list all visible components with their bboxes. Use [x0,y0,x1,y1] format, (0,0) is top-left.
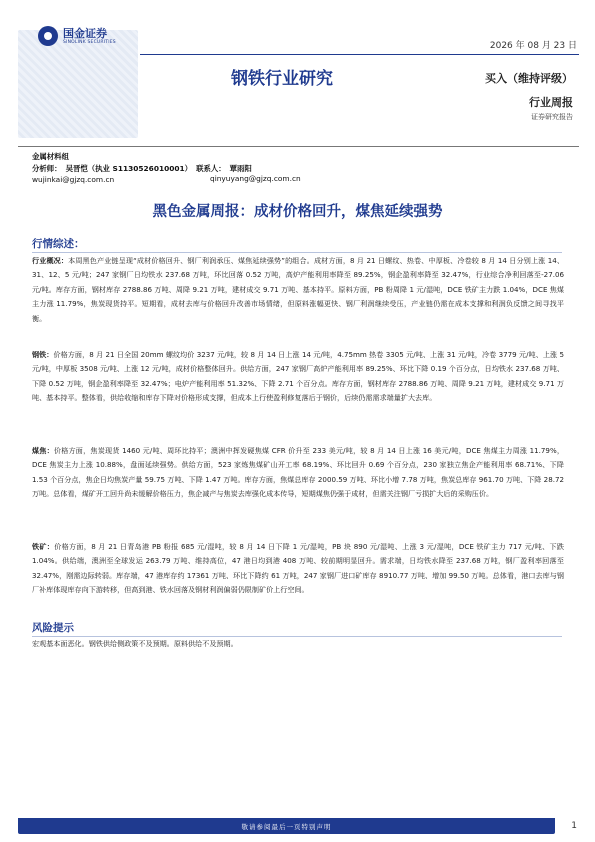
company-logo [38,26,116,46]
paragraph-lead: 铁矿： [32,542,55,551]
header-qr-code-background [18,26,138,138]
risk-section-title: 风险提示 [32,622,74,634]
paragraph-lead: 煤焦： [32,446,54,455]
section-divider [18,146,579,147]
paragraph-lead: 行业概况： [32,256,69,265]
report-date: 2026 年 08 月 23 日 [489,41,577,51]
paragraph-text: 本周黑色产业链呈现“成材价格回升、钢厂利润承压、煤焦延续强势”的组合。成材方面，8 月 21 日螺纹、热卷、中厚板、冷卷较 8 月 14 日分别上涨 14、31、12、5 元/吨；247 家钢厂日均铁水 237.68 万吨，环比回落 0.52 万吨，高炉产能利用率降至 89.25%，钢企盈利率降至 32.47%，行业综合净利回落至-27.06 元/吨。库存方面，钢材库存 2788.86 万吨、周降 9.21 万吨，建材成交 9.71 万吨、基本持平。原料方面，PB 粉周降 1 元/湿吨，DCE 铁矿主力跌 1.04%，DCE 焦煤主力涨 11.79%，焦炭现货持平。短期看，成材去库与价格回升改善市场情绪，但原料涨幅更快、钢厂利润继续受压，产业链仍需在成本支撑和利润负反馈之间寻找平衡。 [32,256,565,323]
report-type: 行业周报 [529,96,573,109]
industry-title: 钢铁行业研究 [231,69,333,89]
paragraph-lead: 钢铁： [32,350,54,359]
summary-section-title: 行情综述： [32,238,85,250]
analyst-name: 吴晋恺（执业 S1130526010001） [65,163,193,173]
risk-text: 宏观基本面恶化。钢铁供给侧政策不及预期。原料供给不及预期。 [32,639,238,648]
logo-english-name: SINOLINK SECURITIES [63,39,116,45]
contact-name: 覃雨阳 [229,163,252,173]
research-group: 金属材料组 [32,152,69,161]
paragraph-coal-coke [32,444,564,502]
page-number: 1 [571,821,577,831]
investment-rating: 买入（维持评级） [485,72,573,85]
analyst-label: 分析师： [32,163,62,173]
logo-mark-icon [38,26,58,46]
summary-section-rule [32,252,562,253]
paragraph-text: 价格方面，焦炭现货 1460 元/吨、周环比持平；澳洲中挥发硬焦煤 CFR 价升至 233 美元/吨，较 8 月 14 日上涨 16 美元/吨，DCE 焦煤主力周涨 11.79%，DCE 焦炭主力上涨 10.88%，盘面延续强势。供给方面，523 家炼焦煤矿山开工率 68.19%、环比回升 0.69 个百分点，230 家独立焦企产能利用率 68.71%、下降 1.53 个百分点，焦企日均焦炭产量 59.75 万吨、下降 1.47 万吨。库存方面，焦煤总库存 2000.59 万吨、环比小增 7.78 万吨，焦炭总库存 961.70 万吨、下降 28.72 万吨。总体看，煤矿开工回升尚未缓解价格压力，焦企减产与焦炭去库强化成本传导，短期煤焦仍强于成材，但需关注钢厂亏损扩大后的采购压价。 [32,446,564,499]
paragraph-steel [32,348,564,406]
paragraph-text: 价格方面，8 月 21 日全国 20mm 螺纹均价 3237 元/吨，较 8 月 14 日上涨 14 元/吨，4.75mm 热卷 3305 元/吨、上涨 31 元/吨，冷卷 3779 元/吨、上涨 5 元/吨，中厚板 3508 元/吨、上涨 12 元/吨，成材价格整体回升。供给方面，247 家钢厂高炉产能利用率 89.25%、环比下降 0.19 个百分点，日均铁水 237.68 万吨、下降 0.52 万吨，钢企盈利率降至 32.47%；电炉产能利用率 51.32%、下降 2.71 个百分点。库存方面，钢材库存 2788.86 万吨、周降 9.21 万吨，建材成交 9.71 万吨、基本持平。整体看，供给收缩和库存下降对价格形成支撑，但成本上行使盈利修复落后于钢价，后续仍需需求端量扩大去库。 [32,350,564,403]
report-category: 证券研究报告 [531,113,573,121]
report-headline: 黑色金属周报：成材价格回升，煤焦延续强势 [152,204,443,220]
header-divider [140,54,579,55]
logo-chinese-name: 国金证券 [63,26,107,40]
footer-disclaimer: 敬请参阅最后一页特别声明 [241,823,332,831]
contact-email: qinyuyang@gjzq.com.cn [210,174,301,183]
contact-label: 联系人： [196,163,226,173]
paragraph-iron-ore [32,540,564,598]
paragraph-industry [32,254,564,326]
paragraph-text: 价格方面，8 月 21 日青岛港 PB 粉报 685 元/湿吨，较 8 月 14 日下降 1 元/湿吨，PB 块 890 元/湿吨、上涨 3 元/湿吨，DCE 铁矿主力 717 元/吨、下跌 1.04%。供给端，澳洲至全球发运 263.79 万吨、维持高位，47 港日均到港 408 万吨、较前期明显回升。需求端，日均铁水降至 237.68 万吨，钢厂盈利率回落至 32.47%，刚需边际转弱。库存端，47 港库存约 17361 万吨、环比下降约 61 万吨，247 家钢厂进口矿库存 8910.77 万吨、增加 99.50 万吨。总体看，港口去库与钢厂补库体现库存向下游转移，但高到港、铁水回落及钢材利润偏弱仍限制矿价上行空间。 [32,542,564,595]
analyst-email: wujinkai@gjzq.com.cn [32,175,115,184]
